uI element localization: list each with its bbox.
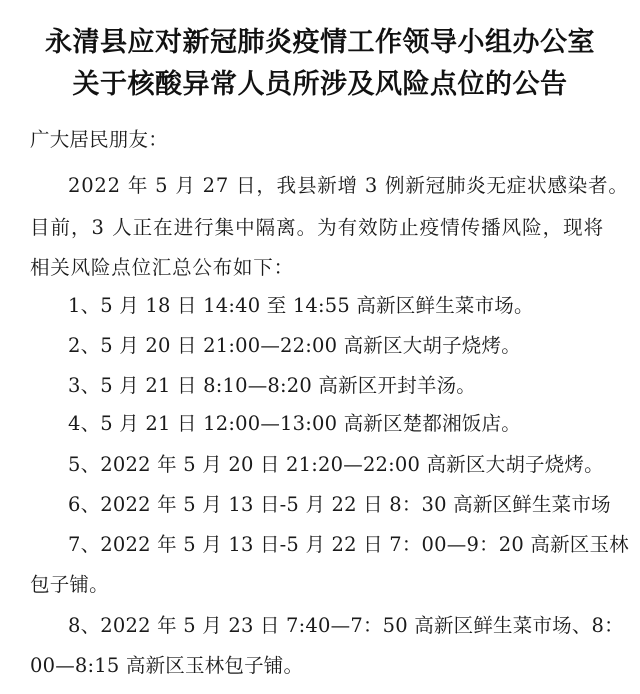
document-title-line-1: 永清县应对新冠肺炎疫情工作领导小组办公室 bbox=[45, 27, 595, 58]
risk-location-item-1: 1、5 月 18 日 14:40 至 14:55 高新区鲜生菜市场。 bbox=[68, 294, 534, 317]
risk-location-item-2: 2、5 月 20 日 21:00—22:00 高新区大胡子烧烤。 bbox=[68, 334, 521, 357]
risk-location-item-8: 8、2022 年 5 月 23 日 7:40—7：50 高新区鲜生菜市场、8： bbox=[68, 614, 624, 637]
risk-location-item-8-continued: 00—8:15 高新区玉林包子铺。 bbox=[30, 654, 304, 677]
intro-line: 相关风险点位汇总公布如下： bbox=[30, 256, 294, 279]
risk-location-item-5: 5、2022 年 5 月 20 日 21:20—22:00 高新区大胡子烧烤。 bbox=[68, 453, 604, 476]
risk-location-item-6: 6、2022 年 5 月 13 日-5 月 22 日 8：30 高新区鲜生菜市场 bbox=[68, 493, 611, 516]
greeting: 广大居民朋友： bbox=[30, 128, 168, 151]
risk-location-item-4: 4、5 月 21 日 12:00—13:00 高新区楚都湘饭店。 bbox=[68, 412, 521, 435]
risk-location-item-7: 7、2022 年 5 月 13 日-5 月 22 日 7：00—9：20 高新区玉林 bbox=[68, 533, 629, 556]
intro-line: 目前，3 人正在进行集中隔离。为有效防止疫情传播风险，现将 bbox=[30, 216, 605, 239]
document-title-line-2: 关于核酸异常人员所涉及风险点位的公告 bbox=[72, 69, 568, 100]
intro-line: 2022 年 5 月 27 日，我县新增 3 例新冠肺炎无症状感染者。 bbox=[68, 174, 629, 197]
risk-location-item-3: 3、5 月 21 日 8:10—8:20 高新区开封羊汤。 bbox=[68, 374, 476, 397]
risk-location-item-7-continued: 包子铺。 bbox=[30, 573, 109, 596]
